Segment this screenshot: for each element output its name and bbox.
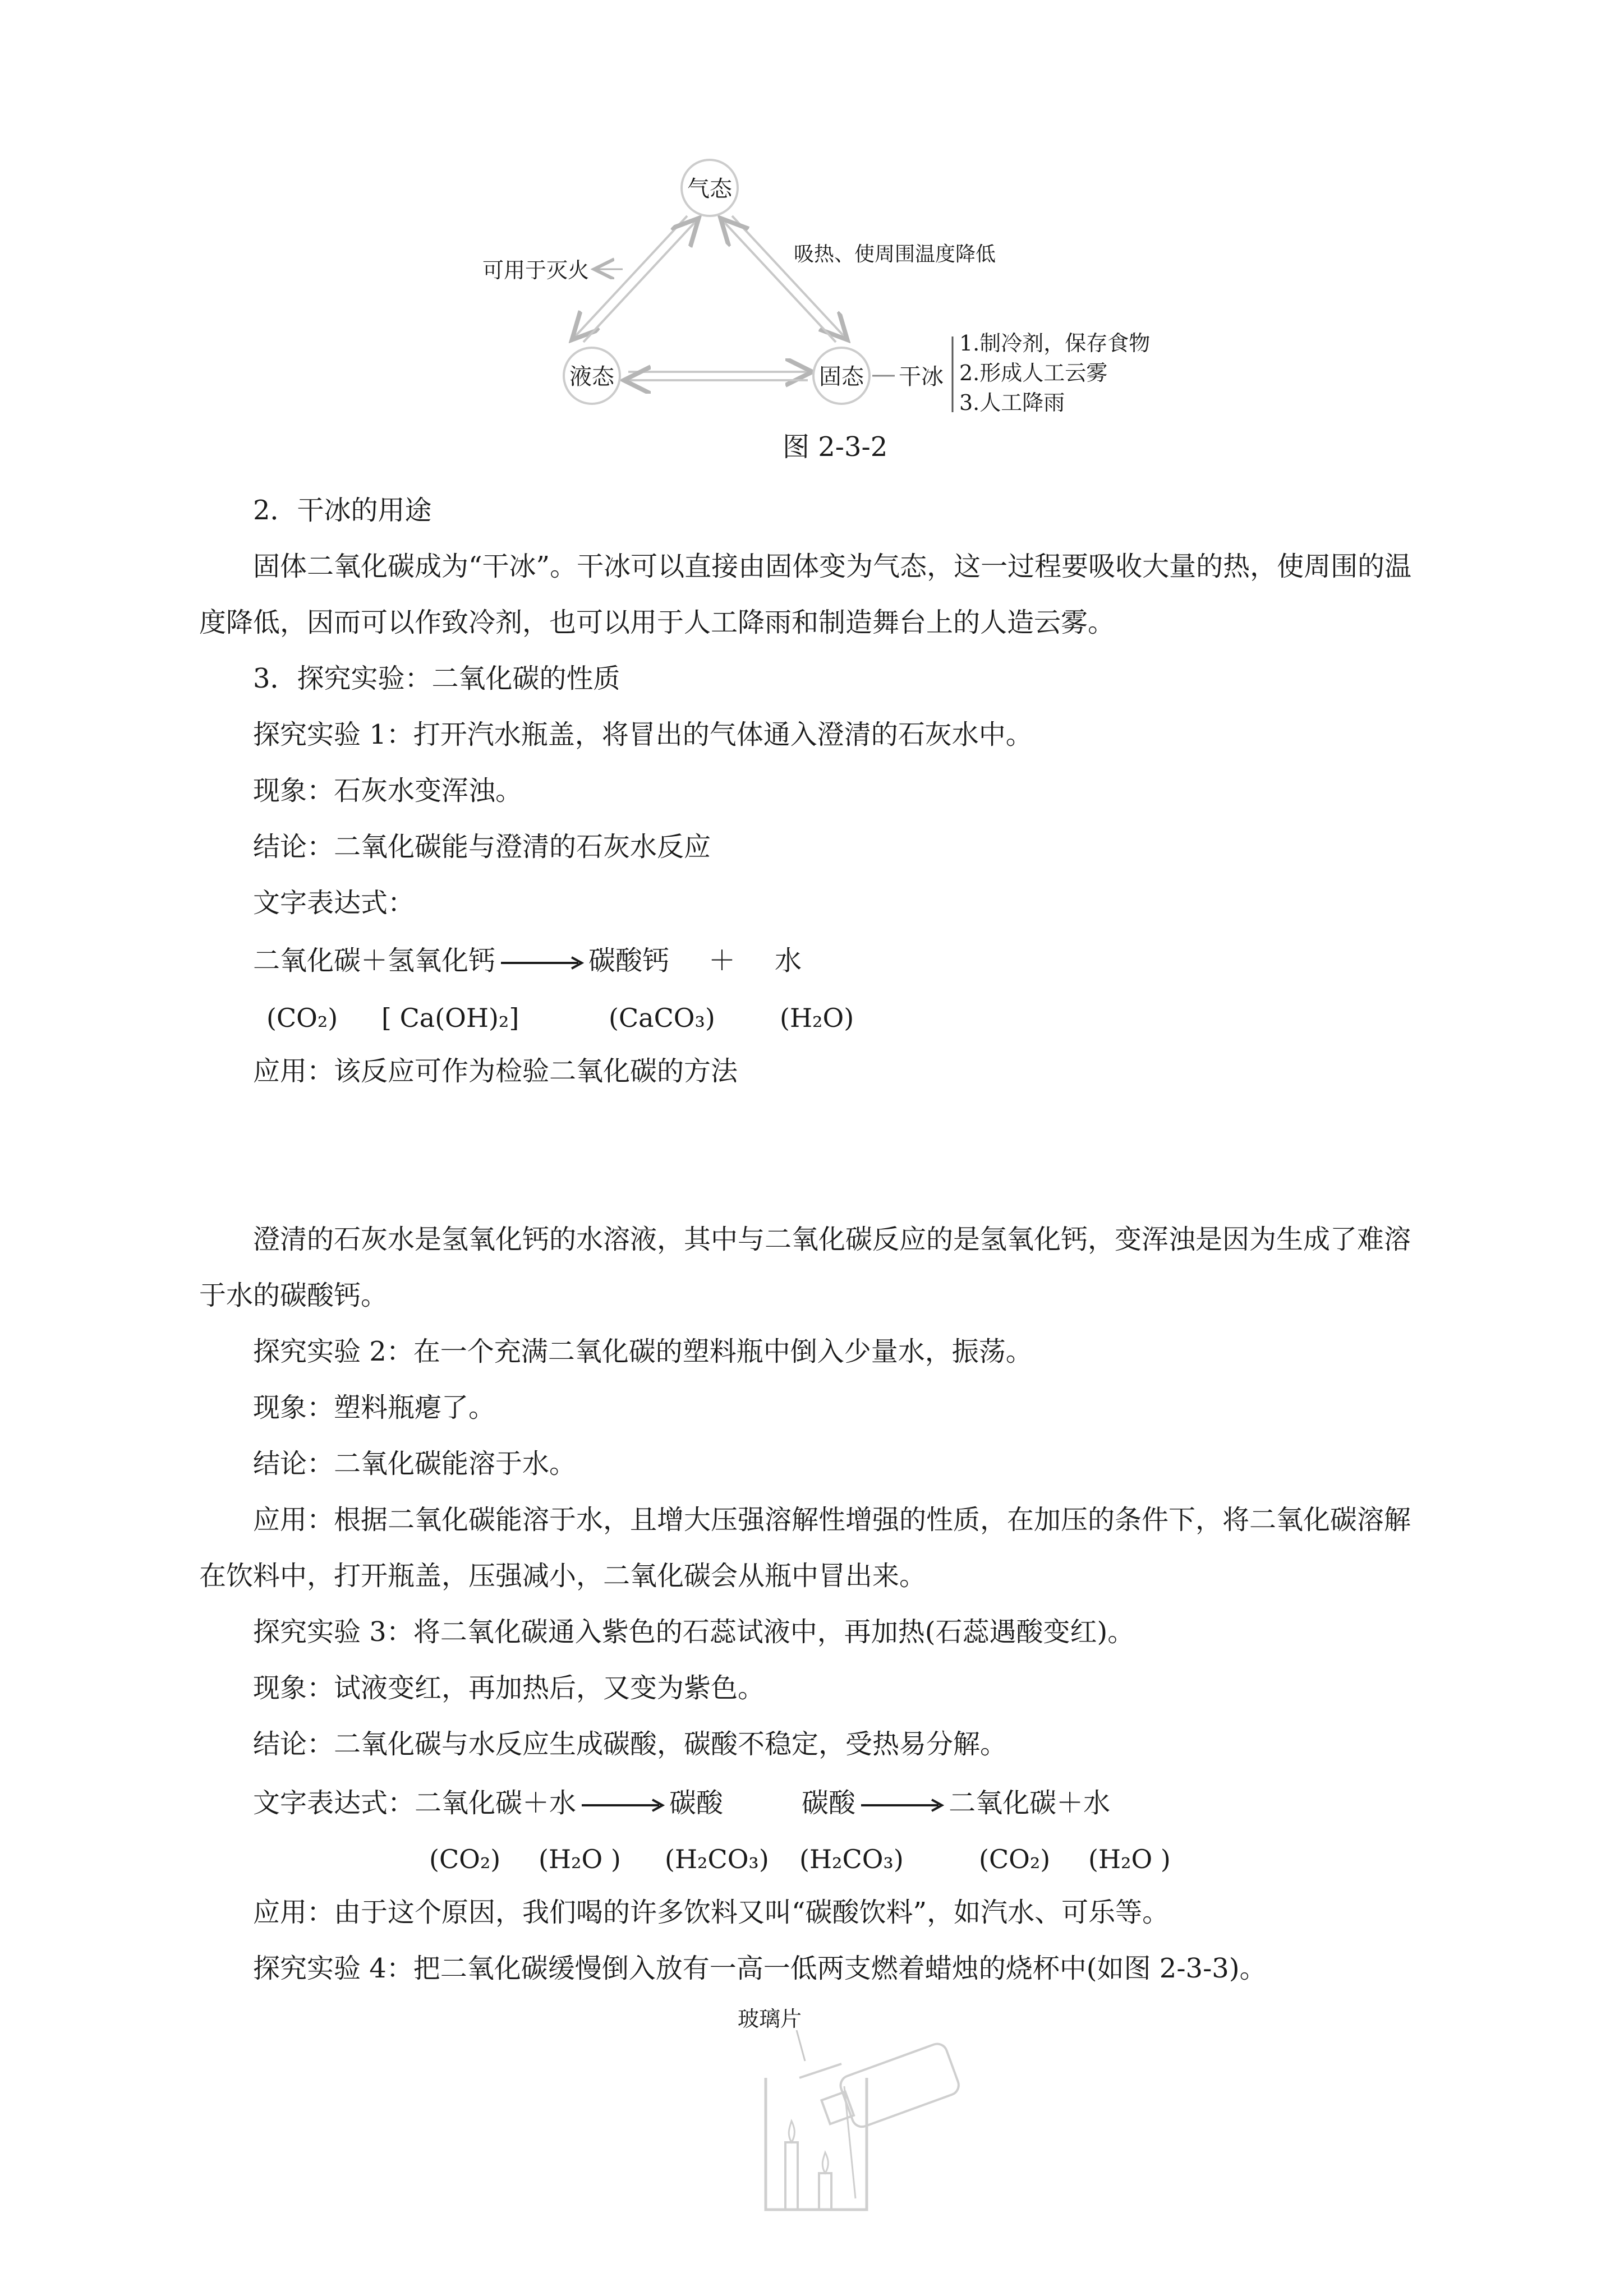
dry-ice-label: 干冰 (899, 364, 944, 390)
beaker-candle-diagram (746, 2030, 982, 2221)
reaction-arrow-icon (500, 955, 584, 971)
exp1-explanation: 澄清的石灰水是氢氧化钙的水溶液，其中与二氧化碳反应的是氢氧化钙，变浑浊是因为生成了难溶于水的碳酸钙。 (199, 1224, 1411, 1311)
node-liquid-label: 液态 (569, 364, 614, 390)
states-diagram (471, 157, 1268, 426)
arrow-gas-to-solid (732, 216, 844, 336)
exp2-title: 探究实验 2：在一个充满二氧化碳的塑料瓶中倒入少量水，振荡。 (253, 1336, 1033, 1367)
node-solid-label: 固态 (819, 364, 864, 390)
glass-plate (799, 2064, 841, 2078)
exp1-equation (253, 941, 802, 980)
exp1-reactants: 二氧化碳＋氢氧化钙 (253, 945, 496, 976)
short-candle-icon (819, 2173, 831, 2210)
flame-icon (789, 2121, 794, 2142)
exp3-eq1-left: 二氧化碳＋水 (415, 1787, 577, 1819)
formula-h2co3: (H₂CO₃) (665, 1844, 769, 1874)
left-note: 可用于灭火 (482, 258, 590, 283)
figure-caption: 图 2-3-2 (783, 431, 888, 463)
tall-candle-icon (785, 2142, 798, 2210)
exp1-plus: ＋ (709, 945, 736, 976)
arrow-solid-to-gas (724, 222, 836, 342)
exp2-phenomenon: 现象：塑料瓶瘪了。 (253, 1392, 496, 1423)
reaction-arrow-icon (860, 1797, 944, 1814)
formula-co2: (CO₂) (429, 1844, 501, 1874)
formula-caoh2: [ Ca(OH)₂] (381, 1003, 519, 1033)
exp1-conclusion: 结论：二氧化碳能与澄清的石灰水反应 (253, 831, 711, 863)
exp2-application: 应用：根据二氧化碳能溶于水，且增大压强溶解性增强的性质，在加压的条件下，将二氧化碳溶解在饮料中，打开瓶盖，压强减小，二氧化碳会从瓶中冒出来。 (199, 1504, 1411, 1592)
exp1-application: 应用：该反应可作为检验二氧化碳的方法 (253, 1055, 738, 1087)
co2-bottle-icon (817, 2041, 961, 2137)
node-gas-label: 气态 (687, 176, 732, 202)
section3-heading: 3．探究实验：二氧化碳的性质 (253, 663, 620, 694)
use-item-2: 2.形成人工云雾 (959, 361, 1108, 385)
exp3-phenomenon: 现象：试液变红，再加热后，又变为紫色。 (253, 1672, 765, 1704)
flame-icon (822, 2152, 828, 2173)
formula-caco3: (CaCO₃) (609, 1003, 715, 1033)
exp3-equations (253, 1783, 1110, 1823)
exp4-title: 探究实验 4：把二氧化碳缓慢倒入放有一高一低两支燃着蜡烛的烧杯中(如图 2-3-3)。 (253, 1953, 1267, 1984)
beaker-icon (766, 2078, 867, 2210)
use-item-1: 1.制冷剂，保存食物 (959, 331, 1151, 356)
section2-body: 固体二氧化碳成为“干冰”。干冰可以直接由固体变为气态，这一过程要吸收大量的热，使周围的温度降低，因而可以作致冷剂，也可以用于人工降雨和制造舞台上的人造云雾。 (199, 551, 1412, 638)
exp3-application: 应用：由于这个原因，我们喝的许多饮料又叫“碳酸饮料”，如汽水、可乐等。 (253, 1897, 1170, 1928)
exp3-title: 探究实验 3：将二氧化碳通入紫色的石蕊试液中，再加热(石蕊遇酸变红)。 (253, 1616, 1135, 1648)
arrow-gas-to-liquid (575, 216, 687, 336)
glass-plate-label: 玻璃片 (738, 2007, 802, 2031)
formula-h2o: (H₂O ) (539, 1844, 621, 1874)
formula-h2o: (H₂O ) (1088, 1844, 1171, 1874)
formula-co2: (CO₂) (266, 1003, 338, 1033)
formula-h2co3: (H₂CO₃) (799, 1844, 904, 1874)
exp1-expr-label: 文字表达式： (253, 887, 415, 919)
use-item-3: 3.人工降雨 (959, 390, 1065, 415)
exp1-title: 探究实验 1：打开汽水瓶盖，将冒出的气体通入澄清的石灰水中。 (253, 719, 1033, 750)
exp3-eq2-right: 二氧化碳＋水 (949, 1787, 1111, 1819)
formula-co2: (CO₂) (979, 1844, 1051, 1874)
exp1-phenomenon: 现象：石灰水变浑浊。 (253, 775, 523, 806)
exp3-expr-label: 文字表达式： (253, 1787, 415, 1819)
arrow-liquid-to-gas (583, 222, 696, 342)
reaction-arrow-icon (581, 1797, 665, 1814)
exp1-product1: 碳酸钙 (588, 945, 670, 976)
exp3-conclusion: 结论：二氧化碳与水反应生成碳酸，碳酸不稳定，受热易分解。 (253, 1728, 1007, 1760)
right-note: 吸热、使周围温度降低 (794, 243, 996, 266)
exp2-conclusion: 结论：二氧化碳能溶于水。 (253, 1448, 577, 1479)
exp3-eq1-right: 碳酸 (669, 1787, 724, 1819)
section2-heading: 2．干冰的用途 (253, 495, 432, 526)
exp1-product2: 水 (775, 945, 802, 976)
formula-h2o: (H₂O) (780, 1003, 854, 1033)
label-pointer (797, 2030, 805, 2061)
exp3-eq2-left: 碳酸 (802, 1787, 856, 1819)
